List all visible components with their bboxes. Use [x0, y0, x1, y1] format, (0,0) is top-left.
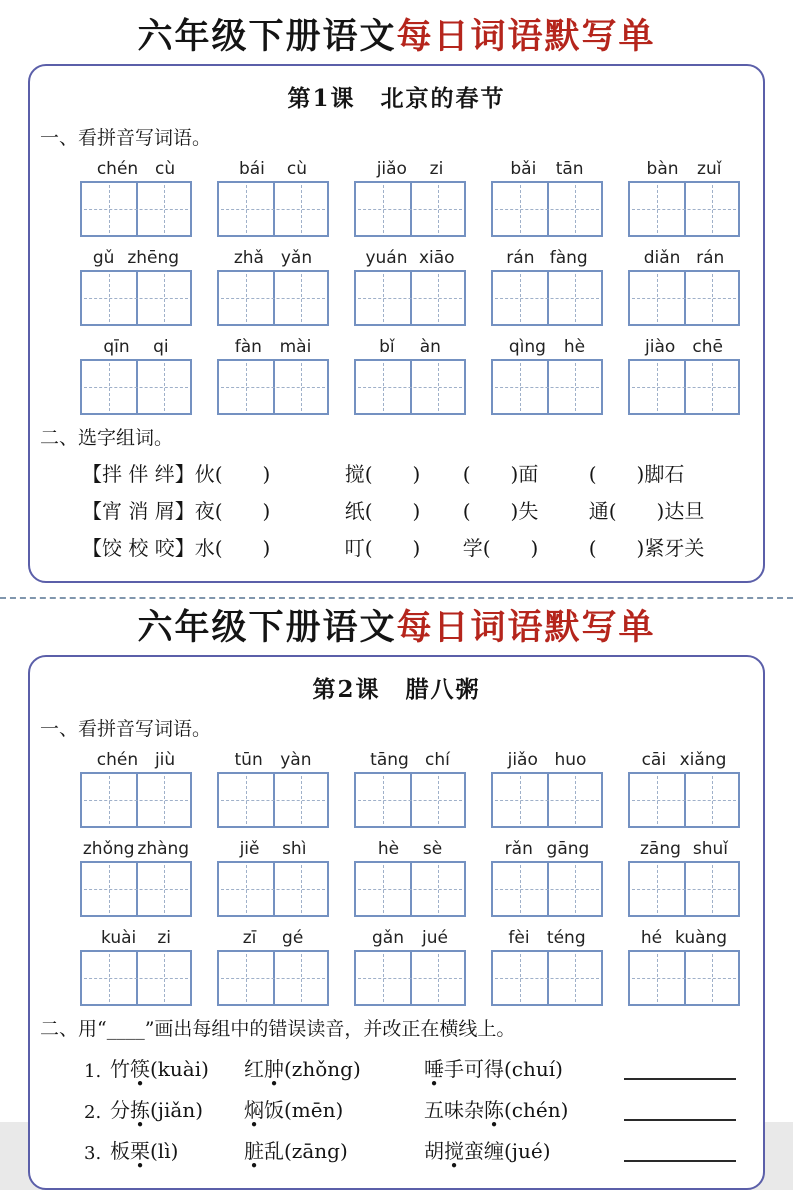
emphasis-dot-character: 肿 — [264, 1057, 284, 1081]
writing-cell[interactable] — [493, 952, 547, 1004]
pinyin-syllable: chén — [96, 750, 139, 770]
pinyin-label — [354, 245, 466, 268]
writing-cell[interactable] — [82, 774, 136, 826]
word-unit — [217, 836, 329, 917]
pinyin-syllable: qi — [153, 337, 169, 357]
word-unit — [354, 334, 466, 415]
pinyin-syllable: kuài — [101, 928, 137, 948]
writing-cell[interactable] — [219, 952, 273, 1004]
pinyin-syllable: tān — [555, 159, 584, 179]
pronunciation-correction-area — [84, 1053, 753, 1164]
word-unit — [628, 925, 740, 1006]
pinyin-syllable: zhàng — [137, 839, 190, 859]
pinyin-row — [80, 156, 740, 237]
writing-cell[interactable] — [547, 863, 601, 915]
pinyin-syllable: jiù — [154, 750, 176, 770]
word-unit — [217, 925, 329, 1006]
writing-grid — [217, 270, 329, 326]
writing-grid — [217, 181, 329, 237]
writing-cell[interactable] — [684, 272, 738, 324]
pinyin-label — [491, 334, 603, 357]
pinyin-label — [491, 836, 603, 859]
pinyin-label — [217, 245, 329, 268]
writing-cell[interactable] — [547, 272, 601, 324]
fill-in-item[interactable]: 纸( ) — [344, 499, 421, 523]
writing-cell[interactable] — [82, 272, 136, 324]
writing-cell[interactable] — [219, 361, 273, 413]
word-unit — [217, 747, 329, 828]
writing-cell[interactable] — [493, 863, 547, 915]
word-with-pinyin: 胡搅蛮缠(jué) — [424, 1135, 624, 1164]
word-unit — [491, 747, 603, 828]
pinyin-label — [354, 156, 466, 179]
writing-cell[interactable] — [410, 361, 464, 413]
pinyin-label — [217, 925, 329, 948]
writing-cell[interactable] — [82, 183, 136, 235]
pinyin-syllable: mài — [279, 337, 312, 357]
writing-cell[interactable] — [410, 952, 464, 1004]
section-2-label: 二、用“____”画出每组中的错误读音，并改正在横线上。 — [40, 1018, 516, 1040]
sheet-title-1 — [0, 16, 793, 58]
writing-grid — [354, 359, 466, 415]
emphasis-dot-character: 陈 — [484, 1098, 504, 1122]
writing-cell[interactable] — [356, 183, 410, 235]
writing-grid — [628, 181, 740, 237]
pinyin-syllable: àn — [419, 337, 441, 357]
word-unit — [354, 156, 466, 237]
writing-cell[interactable] — [273, 774, 327, 826]
writing-cell[interactable] — [273, 361, 327, 413]
answer-blank-line[interactable] — [624, 1139, 736, 1162]
pinyin-syllable: gé — [282, 928, 304, 948]
writing-grid — [354, 181, 466, 237]
lesson-2-panel — [28, 655, 765, 1190]
writing-grid — [491, 181, 603, 237]
writing-cell[interactable] — [356, 361, 410, 413]
pinyin-label — [80, 747, 192, 770]
writing-cell[interactable] — [136, 272, 190, 324]
row-number: 2. — [84, 1102, 102, 1123]
pinyin-syllable: cù — [286, 159, 307, 179]
writing-grid — [354, 270, 466, 326]
pinyin-syllable: xiǎng — [679, 750, 727, 770]
writing-grid — [491, 772, 603, 828]
writing-grid — [80, 861, 192, 917]
pinyin-syllable: bǐ — [379, 337, 395, 357]
pinyin-syllable: jiǎo — [376, 159, 407, 179]
pinyin-syllable: bái — [238, 159, 265, 179]
pinyin-syllable: shuǐ — [692, 839, 729, 859]
answer-blank-line[interactable] — [624, 1057, 736, 1080]
writing-grid — [491, 861, 603, 917]
fill-in-item[interactable]: 叮( ) — [344, 536, 421, 560]
pinyin-syllable: rǎn — [504, 839, 533, 859]
word-with-pinyin: 五味杂陈(chén) — [424, 1094, 624, 1123]
character-options: 【饺 校 咬】 — [82, 536, 195, 560]
writing-cell[interactable] — [493, 183, 547, 235]
emphasis-dot-character: 栗 — [130, 1139, 150, 1163]
writing-cell[interactable] — [410, 272, 464, 324]
word-unit — [491, 836, 603, 917]
writing-grid — [354, 772, 466, 828]
writing-cell[interactable] — [547, 361, 601, 413]
writing-cell[interactable] — [136, 863, 190, 915]
section-2-label: 二、选字组词。 — [40, 427, 174, 449]
pinyin-syllable: tāng — [370, 750, 409, 770]
pinyin-row — [80, 747, 740, 828]
writing-cell[interactable] — [82, 952, 136, 1004]
writing-cell[interactable] — [136, 774, 190, 826]
pinyin-label — [80, 925, 192, 948]
word-with-pinyin: 脏乱(zāng) — [244, 1135, 424, 1164]
pinyin-syllable: hè — [377, 839, 400, 859]
word-unit — [217, 245, 329, 326]
writing-cell[interactable] — [273, 863, 327, 915]
writing-grid — [491, 270, 603, 326]
word-unit — [80, 245, 192, 326]
sheet-title-black: 六年级下册语文 — [137, 607, 397, 648]
pinyin-syllable: yàn — [280, 750, 312, 770]
pinyin-label — [628, 836, 740, 859]
pinyin-label — [491, 747, 603, 770]
pinyin-label — [80, 245, 192, 268]
writing-cell[interactable] — [356, 272, 410, 324]
word-with-pinyin: 唾手可得(chuí) — [424, 1053, 624, 1082]
pinyin-label — [217, 747, 329, 770]
word-unit — [491, 245, 603, 326]
pinyin-syllable: zī — [242, 928, 257, 948]
emphasis-dot-character: 筷 — [130, 1057, 150, 1081]
character-options: 【拌 伴 绊】 — [82, 462, 195, 486]
pinyin-label — [80, 156, 192, 179]
writing-cell[interactable] — [410, 863, 464, 915]
pinyin-syllable: tūn — [234, 750, 263, 770]
pinyin-syllable: sè — [422, 839, 443, 859]
writing-grid — [628, 950, 740, 1006]
writing-grid — [80, 181, 192, 237]
pinyin-syllable: diǎn — [643, 248, 681, 268]
pinyin-syllable: qìng — [508, 337, 546, 357]
pinyin-label — [217, 836, 329, 859]
writing-grid — [217, 950, 329, 1006]
word-with-pinyin: 板栗(lì) — [110, 1135, 244, 1164]
pinyin-syllable: hé — [640, 928, 663, 948]
word-with-pinyin: 竹筷(kuài) — [110, 1053, 244, 1082]
writing-cell[interactable] — [684, 774, 738, 826]
lesson-1-panel — [28, 64, 765, 583]
pinyin-syllable: chí — [424, 750, 450, 770]
pinyin-label — [217, 334, 329, 357]
word-unit — [628, 747, 740, 828]
pinyin-row — [80, 925, 740, 1006]
word-unit — [491, 925, 603, 1006]
pinyin-syllable: fèi — [508, 928, 530, 948]
writing-cell[interactable] — [630, 774, 684, 826]
writing-cell[interactable] — [356, 863, 410, 915]
emphasis-dot-character: 拣 — [130, 1098, 150, 1122]
choose-row — [82, 458, 753, 487]
pinyin-syllable: zi — [429, 159, 444, 179]
pinyin-label — [354, 747, 466, 770]
pinyin-syllable: yuán — [365, 248, 408, 268]
pinyin-syllable: bǎi — [510, 159, 537, 179]
pinyin-label — [628, 925, 740, 948]
choose-words-area — [82, 458, 753, 561]
pinyin-row — [80, 334, 740, 415]
word-unit — [80, 747, 192, 828]
writing-cell[interactable] — [493, 272, 547, 324]
pinyin-label — [354, 925, 466, 948]
pinyin-label — [628, 747, 740, 770]
pinyin-syllable: shì — [282, 839, 307, 859]
fill-in-item[interactable]: 学( ) — [462, 536, 539, 560]
fill-in-item[interactable]: ( )面 — [462, 462, 539, 486]
writing-cell[interactable] — [630, 183, 684, 235]
pinyin-syllable: bàn — [646, 159, 679, 179]
page-divider — [0, 597, 793, 599]
writing-cell[interactable] — [136, 361, 190, 413]
writing-cell[interactable] — [547, 952, 601, 1004]
pinyin-syllable: chén — [96, 159, 139, 179]
section-1-label: 一、看拼音写词语。 — [40, 718, 212, 740]
word-unit — [354, 245, 466, 326]
writing-cell[interactable] — [410, 183, 464, 235]
pinyin-syllable: rán — [506, 248, 535, 268]
writing-cell[interactable] — [219, 863, 273, 915]
pinyin-syllable: zhǎ — [233, 248, 264, 268]
sheet-title-red: 每日词语默写单 — [396, 16, 656, 57]
emphasis-dot-character: 搅 — [444, 1139, 464, 1163]
word-unit — [80, 334, 192, 415]
pinyin-syllable: zi — [157, 928, 171, 948]
writing-cell[interactable] — [136, 183, 190, 235]
fill-in-item[interactable]: 搅( ) — [344, 462, 421, 486]
pinyin-dictation-area — [80, 156, 740, 415]
word-unit — [217, 334, 329, 415]
pinyin-label — [217, 156, 329, 179]
row-number: 3. — [84, 1143, 102, 1164]
word-unit — [628, 836, 740, 917]
pinyin-label — [80, 836, 192, 859]
pinyin-row — [80, 836, 740, 917]
section-1-label: 一、看拼音写词语。 — [40, 127, 212, 149]
writing-grid — [491, 359, 603, 415]
pinyin-syllable: cāi — [641, 750, 667, 770]
pinyin-syllable: kuàng — [675, 928, 728, 948]
sheet-title-2 — [0, 607, 793, 649]
lesson-title: 第1课 北京的春节 — [287, 85, 506, 112]
pinyin-syllable: téng — [546, 928, 586, 948]
correction-row — [84, 1094, 753, 1123]
writing-grid — [80, 950, 192, 1006]
pinyin-row — [80, 245, 740, 326]
writing-grid — [491, 950, 603, 1006]
pinyin-syllable: yǎn — [280, 248, 313, 268]
writing-grid — [354, 861, 466, 917]
writing-cell[interactable] — [273, 272, 327, 324]
correction-row — [84, 1135, 753, 1164]
pinyin-syllable: gǔ — [92, 248, 115, 268]
word-unit — [628, 245, 740, 326]
pinyin-syllable: hè — [563, 337, 586, 357]
pinyin-syllable: zhēng — [127, 248, 180, 268]
pinyin-syllable: cù — [155, 159, 176, 179]
emphasis-dot-character: 唾 — [424, 1057, 444, 1081]
word-unit — [354, 747, 466, 828]
writing-grid — [354, 950, 466, 1006]
fill-in-item[interactable]: ( )紧牙关 — [588, 536, 705, 560]
writing-cell[interactable] — [630, 863, 684, 915]
fill-in-item[interactable]: ( )失 — [462, 499, 539, 523]
pinyin-label — [628, 334, 740, 357]
pinyin-syllable: fàn — [234, 337, 262, 357]
writing-cell[interactable] — [356, 774, 410, 826]
writing-cell[interactable] — [493, 361, 547, 413]
fill-in-item[interactable]: 夜( ) — [194, 499, 271, 523]
writing-cell[interactable] — [684, 863, 738, 915]
writing-cell[interactable] — [547, 183, 601, 235]
writing-cell[interactable] — [273, 952, 327, 1004]
word-unit — [354, 836, 466, 917]
writing-cell[interactable] — [82, 863, 136, 915]
pinyin-label — [354, 836, 466, 859]
word-with-pinyin: 红肿(zhǒng) — [244, 1053, 424, 1082]
sheet-title-red: 每日词语默写单 — [396, 607, 656, 648]
word-unit — [628, 156, 740, 237]
word-unit — [491, 334, 603, 415]
pinyin-syllable: xiāo — [418, 248, 455, 268]
writing-grid — [217, 861, 329, 917]
writing-cell[interactable] — [356, 952, 410, 1004]
pinyin-syllable: chē — [692, 337, 723, 357]
pinyin-label — [628, 156, 740, 179]
word-unit — [491, 156, 603, 237]
pinyin-syllable: zhǒng — [82, 839, 135, 859]
pinyin-label — [80, 334, 192, 357]
sheet-title-black: 六年级下册语文 — [137, 16, 397, 57]
row-number: 1. — [84, 1061, 102, 1082]
writing-cell[interactable] — [684, 361, 738, 413]
pinyin-syllable: huo — [554, 750, 587, 770]
pinyin-syllable: qīn — [103, 337, 130, 357]
pinyin-label — [354, 334, 466, 357]
pinyin-syllable: rán — [696, 248, 725, 268]
writing-grid — [217, 772, 329, 828]
writing-grid — [217, 359, 329, 415]
pinyin-label — [491, 245, 603, 268]
fill-in-item[interactable]: ( )脚石 — [588, 462, 685, 486]
writing-grid — [80, 772, 192, 828]
word-unit — [354, 925, 466, 1006]
character-options: 【宵 消 屑】 — [82, 499, 195, 523]
emphasis-dot-character: 脏 — [244, 1139, 264, 1163]
fill-in-item[interactable]: 通( )达旦 — [588, 499, 705, 523]
writing-cell[interactable] — [630, 952, 684, 1004]
writing-cell[interactable] — [684, 952, 738, 1004]
writing-grid — [628, 861, 740, 917]
word-unit — [80, 925, 192, 1006]
pinyin-label — [491, 925, 603, 948]
pinyin-syllable: gǎn — [372, 928, 404, 948]
writing-grid — [628, 270, 740, 326]
word-with-pinyin: 焖饭(mēn) — [244, 1094, 424, 1123]
pinyin-syllable: jué — [422, 928, 448, 948]
choose-row — [82, 532, 753, 561]
word-unit — [628, 334, 740, 415]
pinyin-dictation-area — [80, 747, 740, 1006]
lesson-title: 第2课 腊八粥 — [312, 676, 481, 703]
pinyin-label — [491, 156, 603, 179]
emphasis-dot-character: 焖 — [244, 1098, 264, 1122]
writing-cell[interactable] — [219, 774, 273, 826]
pinyin-syllable: zuǐ — [697, 159, 722, 179]
pinyin-syllable: jiào — [645, 337, 676, 357]
writing-cell[interactable] — [547, 774, 601, 826]
correction-row — [84, 1053, 753, 1082]
writing-cell[interactable] — [630, 272, 684, 324]
word-unit — [80, 836, 192, 917]
pinyin-syllable: jiǎo — [507, 750, 538, 770]
word-with-pinyin: 分拣(jiǎn) — [110, 1094, 244, 1123]
writing-cell[interactable] — [684, 183, 738, 235]
writing-grid — [80, 270, 192, 326]
writing-grid — [80, 359, 192, 415]
pinyin-label — [628, 245, 740, 268]
pinyin-syllable: fàng — [549, 248, 588, 268]
pinyin-syllable: jiě — [239, 839, 260, 859]
writing-grid — [628, 359, 740, 415]
pinyin-syllable: gāng — [546, 839, 590, 859]
writing-cell[interactable] — [82, 361, 136, 413]
writing-cell[interactable] — [630, 361, 684, 413]
answer-blank-line[interactable] — [624, 1098, 736, 1121]
writing-cell[interactable] — [410, 774, 464, 826]
pinyin-syllable: zāng — [639, 839, 681, 859]
fill-in-item[interactable]: 水( ) — [194, 536, 271, 560]
choose-row — [82, 495, 753, 524]
writing-grid — [628, 772, 740, 828]
fill-in-item[interactable]: 伙( ) — [194, 462, 271, 486]
writing-cell[interactable] — [219, 183, 273, 235]
writing-cell[interactable] — [219, 272, 273, 324]
writing-cell[interactable] — [493, 774, 547, 826]
writing-cell[interactable] — [273, 183, 327, 235]
word-unit — [217, 156, 329, 237]
word-unit — [80, 156, 192, 237]
writing-cell[interactable] — [136, 952, 190, 1004]
